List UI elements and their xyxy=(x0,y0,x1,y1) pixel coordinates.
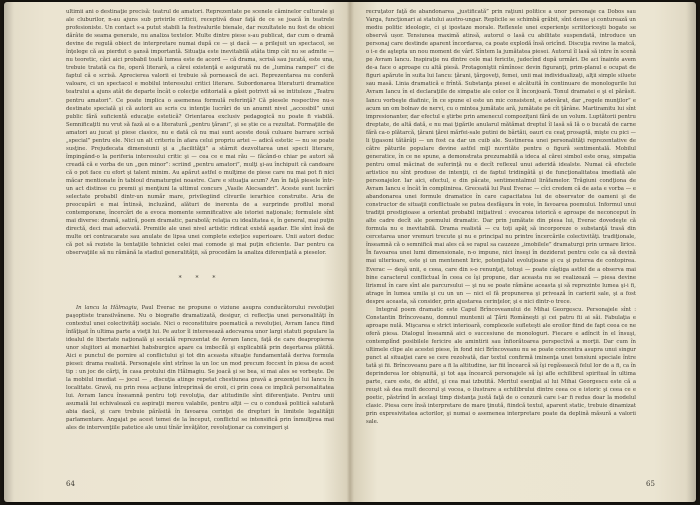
left-paragraph-section xyxy=(66,304,334,433)
page-number-left: 64 xyxy=(66,480,75,488)
page-edge-shadow xyxy=(686,2,696,502)
left-text-column xyxy=(66,8,334,432)
left-page xyxy=(4,2,350,502)
book-spread xyxy=(4,2,696,502)
left-paragraph-intro: ultimii ani o destinaţie precisă: teatrul de amatori. Reprezentate pe scenele căminelor culturale şi ale cluburilor, n-au ajuns sub privirile criticii, receptivă doar faţă de ce se joacă în teatrele profesioniste. Un contact s-a putut stabili la festivalurile bienale, dar rezultatele nu fost de obicei dărâte de seama generale, nu analiza textelor. Multe dintre piese s-au publicat, dar cum o dramă devine de regulă obiect de interpretare numai după ce — şi dacă — a prilejuit un spectacol, se înţelege că au pierdut o şansă importantă. Situaţia este inevitabilă atâta timp cât nu se admite — nu teoretic, căci aici probabil toată lumea este de acord — că drama, scrisă sau jucată, este una, trebuie tratată ca fie, operă literară, a cărei existenţă e asigurată nu de „lumina rampei” ci de faptul că e scrisă. Aprecierea valorii ei trebuie să pornească de aci. Reprezentarea nu conferă valoare, ci un spectacol e mobilul interesului critici literare. Subordonarea literaturii dramatice teatrului a ajuns atât de departe încât o colecţie editorială a găsit potrivit să se intituleze „Teatru pentru amatori”. Ce poate implica o asemenea formulă referinţă? Că piesele respective nu-s destinate specială şi că autorii au scris cu intenţie lucrări de un anumit nivel „accesibil” unui public fără suficientă educaţie estetică? Orientarea exclusiv pedagogică nu poate fi viabilă. Semnificaţiti nu vrut să fază ai o a literatură „pentru ţărani”, şi se știe ce a rezultat. Formaţiile de amatori au jucat şi piese clasice, nu e dată că nu mai sunt aceste două culuare barrare scrisă „special” pentru ele. Nici un alt criteriu în afara celui propriu artei — adică estetic — nu se poate susţine. Prejudecata dimensiunii şi a „facilităţii” a stârnit dezvoltarea unei specii literare, împingând-o la periferia interesului critic şi — cea ce e mai rău — făcând-o chiar pe autori să creadă că e vorba de un „gen minor”: scriind „pentru amatori”, mulţi şi-au închipuit că candoare că o pot face cu efort şi talent minim. Au apărut astfel o mulţime de piese care nu mai pot fi nici măcar mentionate în tabloul dramaturgiei noastre. Care e situaţia acum? Am în faţă piesele într-un act distinse cu premii şi menţiuni la ultimul concurs „Vasile Alecsandri”. Aceste sunt lucrări selectate probabil dintr-un număr mare, privilegiind clivurile ierarhice construite. Aria de preocupări e mai întinsă, incluzând, alături de inerenta de a surprinde profilul moral contemporane, încercări de a evoca momente semnificative ale istoriei naţionale; formulele sînt mai diverse: dramă, satiră, poem dramatic, parabolă; relaţia cu idealitatea e, în general, mai puţin directă, deci mai adecvată. Premiile ale unei nivel artistic ridicat există aşadar. Ele sînt însă de multe ori contracarate sau anulate de lipsa unei complete exteţice superioare. Unii autori deduc că pot să reziste la tentaţiile tehniciei celei mai comode şi mai puţin eficiente. Dar pentru ca observaţiile să nu rămână la stadiul generalităţii, să procedăm la analiza diferenţiată a pieselor. xyxy=(66,9,334,257)
page-number-right: 65 xyxy=(646,480,655,488)
page-edge-shadow xyxy=(4,2,14,502)
right-paragraph-2: Integral poem dramatic este Capul Brîncoveanului de Mihai Georgescu. Personajele sînt : Constantin Brîncoveanu, domnul muntenii al Ţării Româneşti şi cei patru fii ai săi. Fabulaţia e aproape nulă. Mişcarea e strict interioară, complexele sufleteşti ale eroilor fiind de fapt ceea ce ne oferă piesa. Dialogul înseamnă aici o succesiune de monologuri. Fiecare e adîncit în el însuşi, contemplînd posibilele fericire ale amintirii sau înfiorătoarea perspectivă a morţii. Dar cum în ultimele clipe ale acestei piese, în fond nici Brîncoveanu nu se poate concentra asupra unui singur punct al situaţiei care se cere rezolvată, dar textul confirmă iminenţa unei tensiuni speciale între tată şi fii. Brîncoveanu pare a fi la altitudine, iar fiii încearcă să îşi regăsească felul lor de a fi, ca în deprinderea lor obişnuită, şi tot aşa încearcă personajele să îşi afle echilibrul spiritual în ultima parte, care este, de altfel, şi cea mai izbutită. Meritul esenţial al lui Mihai Georgescu este că a reuşit să dea mult decorul şi vocea, o ilustrare a echilibrului dintre ceea ce e istoric şi ceea ce e poetic, păstrînd în acelaşi timp distanţa justă faţă de o cenzură care i-ar fi redus doar la modelul clasic. Piesa cere însă interpretare de mare ţinută, fiindcă textul, aparent static, trebuie dinamizat prin expresivitatea actorilor, şi numai o asemenea interpretare poate da deplină măsură a valorii sale. xyxy=(366,306,636,426)
section-divider: * * * xyxy=(178,275,222,283)
left-paragraph-section-body: , Paul Everac ne propune o viziune asupra conducătorului revoluţiei paşoptiste transilvănene. Nu o biografie dramatizată, desigur, ci reflecţia unei personalităţi în contextul unei colectivităţi sociale. Nici o reconstituire poematică a revoluţiei, Avram Iancu fiind înfăţişat în ultima parte a vieţii lui. Pe autor îl interesează adecvarea unor largi statuti populare la idealul de libertate naţională şi socială reprezentat de Avram Iancu, faţă de care deapropierea unor slujitori ai monarhiei habsburgice apare ca imbecilă şi explicabilă prin deşertarea plătită. Aici e punctul de pornire al conflictului şi tot din aceasta situaţie fundamentală deriva formula piesei: drama realistă. Personajele sînt strînse la un loc un mod precum foccsnt în piesa de acest tip : un joc de cărţi, în casa protului din Hălmagiu. Se joacă şi se bea, si mai ales se vorbeşte. De la mobilul imediat — jocul — , discuţia atinge repetat chestiunea gravă a prezenţei lui Iancu în localitate. Gravă, nu prin reea acţiune întreprinsă de eroii, ci prin ceea ce implică personalitatea lui. Avram Iancu înseamnă pentru toţi revoluţia, dar atitudinile sînt diferenţiate. Pentru unii asumală lui echivalează cu aspiraţii mereu valabile, pentru alţii — cu o condusă politică salutară abia dacă, şi care trebuie părăsită în favoarea cerinţei de drepturi în limitele legalităţii parlamentare. Angajat pe acest temei de la început, conflictul se intensifică prin înmulţirea mai ales de intervenţiile patetice ale unui tînăr învăţător, revoluţionar ca convingeri şi xyxy=(66,304,334,432)
right-paragraph-1: recruţator faţă de abandonarea „justificată” prin raţiuni politice a unor personaje ca Dobos sau Varga, funcţionari ai statului austro-ungar. Replicile se schimbă grăbit, sînt dense şi conturează un mediu politic ideologic, ci şi ipostaze morale. Reflexele unei experienţe scriitoriceşti bogate se observă ușor. Tensiunea maximă atinsă, autorul o lasă cu abilitate suspendată, introduce un personaj care destinde aparent încordarea, ca poate explodă însă oricînd. Discuţia revine la matcă, o i-e de aştepta un nou moment de vârf. Sîntem la jumătatea piesei. Autorul îl lasă să intre în scenă pe Avram Iancu. Inspiraţie nu dintre cele mai fericite, judecînd după urmări. De aci înainte avem de-a face o aproape cu altă piesă. Protagoniştii rămînosc devin figuranţi, prim-planul e ocupat de figuri apărute în suita lui Iancu: ţărani, ţărgoveţi, femei, unii mai individualizaţi, alţii simple siluete sau masă. Linia dramatică e frîntă. Substanţa piesei e alcătuită în continuare de monologurile lui Avram Iancu în el declaraţiile de simpatie ale celor ce îl înconjoară. Tonul dramatei e şi el părăsit. Iancu vorbeşte diafinic, în ce spune el este un mic consistent, e adevărat, dar „regele munţilor” e acum un om bolnav de nervi, cu o mintea jumătate ară, jumătate pe cît ţărâne. Martiramitu lui sînt impresionanter, dar efectul e ştirbe prin amenecul compoziţuni fără de un volum. Luptătorii pentru dreptate, de altă dată, e nu mai ţigările anularul mătămat dreptul îl lasă să Iă o o bucată de carne fără ca-o plătarcă, ţărani ţărei mărfei-sale putini de bârtăii, oauri cu ceaţ prosaptă, mişte cu pici — li ţigasoni tătărâţi — un fost ca dar un cuib ale. Sustinerea unei personalităţi reprezentative de câtre păturile populare devine astfel mijl nuvrităte pentru o figură sentimentală. Mobilul generatice, în ce ne spune, a demonstrata prezumabilă a ideca al cărei simbol este oraş, simpatia pentru omul măcinat de suferinţă nu e decît reflexul unui aderidâ idealste. Numai că efectele artistice nu sînt produse de intenţii, ci de faptul tridingâtă şi de funcţionalitatea imediată ale personajelor. Iar aici, efectul, e din păcate, sentimentalmul lirăfamelor. Trăgiuni condţiona de Avram Iancu e încât în complinirea. Greceată lui Paul Everac — cîci credem că de asta e vorba — e abandonarea unei formule dramatice în care capacitatea lui de observator de oameni şi de constructor de situaţii conflictuale se putea desfăşura în voie, în favoarea poemului. Informul unui tradiţii prestigioase a orientat probabil iniţiativul : evocarea istorică e aproape de neconceput în alte cadre decît ale poemului dramatic. Dar prin jumătate din piesa lui, Everac dovedeşte că formula nu e inevitabilă. Drama realistă — cu toţi apăţ să incorporeze o substanţă trasă din cercetarea unor vremuri trecute şi nu e principal nu printre încercările colectivităţi. tradiţionale, înseamnă că o semnifică mai ales că se rapul sa cauzeze „imobilele” dramaturgi prin urmare lirice. În favoarea unei lumi dimensionale, n-o impune, nici înseşi în deziderat pentru cele ca să devină mai ulterioare, este şi un mentenent liric, potenţialul evoluţioane şi cu şi puterea de contopirea. Everac — deşă unii, e ceea, care din s-o renunţat, totuşi — poate câştiga astfel de a observa mai bine caracterul conflictual în ceea ce îşi propune, dar aceasta nu se realizează — piesa devine lirismul în care sînt ale parcursului — şi nu se poate rămâne aceasta şi să reprezinte lumea şi-i fi, atrage în lumea umila şi cu un un — nici el fă propunerea şi privează în carierii sale, şi a fost despre aceasta, să consider, prin ajustarea cerinţelor, şi e nici dintr-o trece. xyxy=(366,9,636,305)
right-text-column xyxy=(366,8,636,426)
right-page xyxy=(350,2,696,502)
play-title: In lancu la Hălmagiu xyxy=(76,304,137,311)
